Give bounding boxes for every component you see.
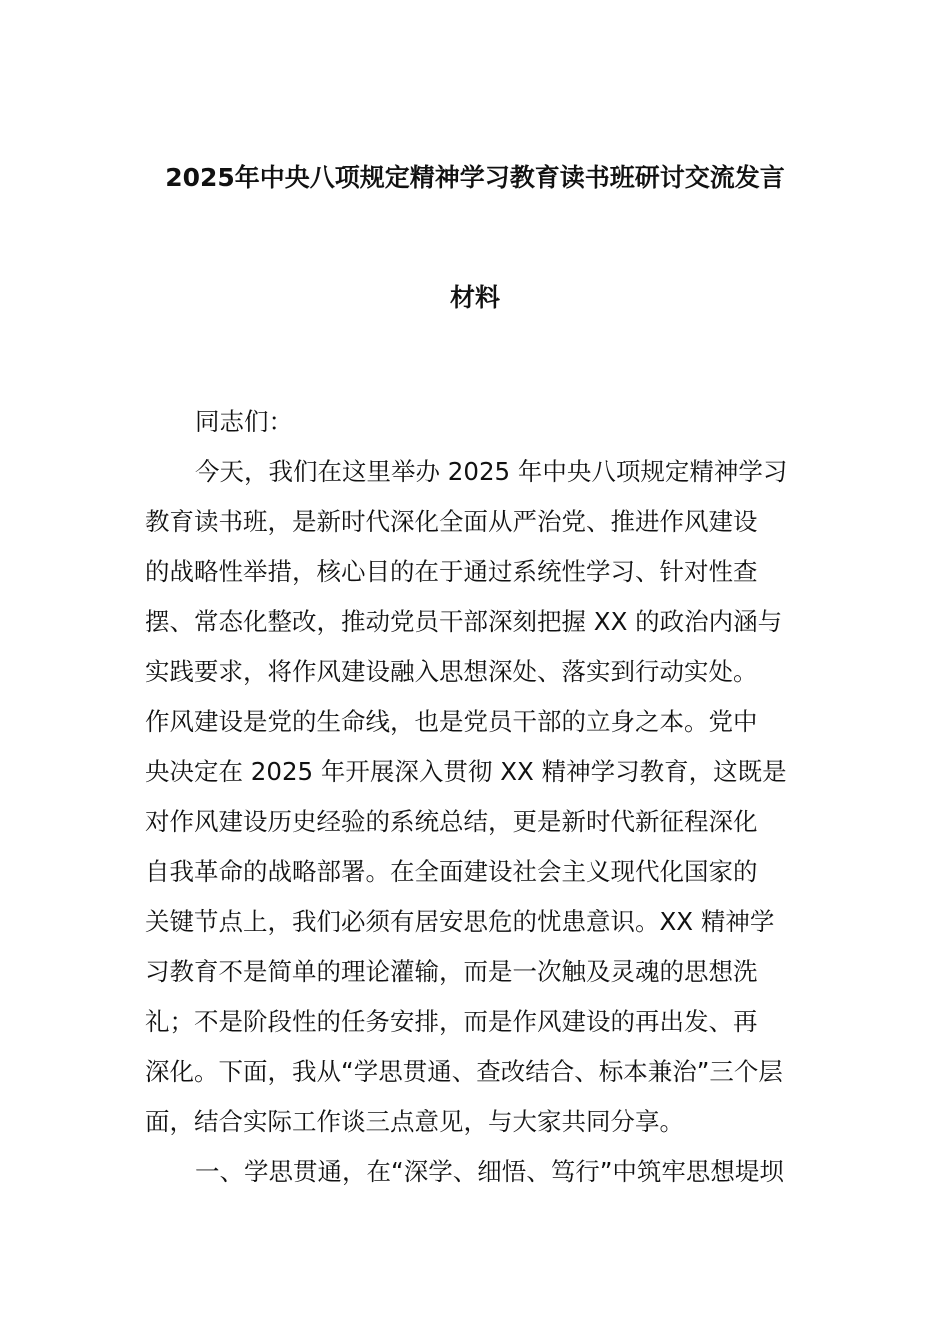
body-line: 面，结合实际工作谈三点意见，与大家共同分享。 xyxy=(145,1107,684,1136)
body-line: 教育读书班，是新时代深化全面从严治党、推进作风建设 xyxy=(145,507,758,536)
body-line: 的战略性举措，核心目的在于通过系统性学习、针对性查 xyxy=(145,557,758,586)
body-line: 礼；不是阶段性的任务安排，而是作风建设的再出发、再 xyxy=(145,1007,758,1036)
body-line: 对作风建设历史经验的系统总结，更是新时代新征程深化 xyxy=(145,807,758,836)
document-title-line-1: 2025年中央八项规定精神学习教育读书班研讨交流发言 xyxy=(165,163,785,192)
body-line: 自我革命的战略部署。在全面建设社会主义现代化国家的 xyxy=(145,857,758,886)
body-line: 深化。下面，我从“学思贯通、查改结合、标本兼治”三个层 xyxy=(145,1057,783,1086)
body-line: 作风建设是党的生命线，也是党员干部的立身之本。党中 xyxy=(145,707,758,736)
body-line: 摆、常态化整改，推动党员干部深刻把握 XX 的政治内涵与 xyxy=(145,607,783,636)
body-line: 今天，我们在这里举办 2025 年中央八项规定精神学习 xyxy=(195,457,788,486)
body-line: 习教育不是简单的理论灌输，而是一次触及灵魂的思想洗 xyxy=(145,957,758,986)
body-line: 实践要求，将作风建设融入思想深处、落实到行动实处。 xyxy=(145,657,758,686)
document-title-line-2: 材料 xyxy=(449,283,500,312)
body-line: 央决定在 2025 年开展深入贯彻 XX 精神学习教育，这既是 xyxy=(145,757,787,786)
body-line: 关键节点上，我们必须有居安思危的忧患意识。XX 精神学 xyxy=(145,907,775,936)
salutation: 同志们： xyxy=(195,407,293,436)
section-heading: 一、学思贯通，在“深学、细悟、笃行”中筑牢思想堤坝 xyxy=(195,1157,784,1186)
